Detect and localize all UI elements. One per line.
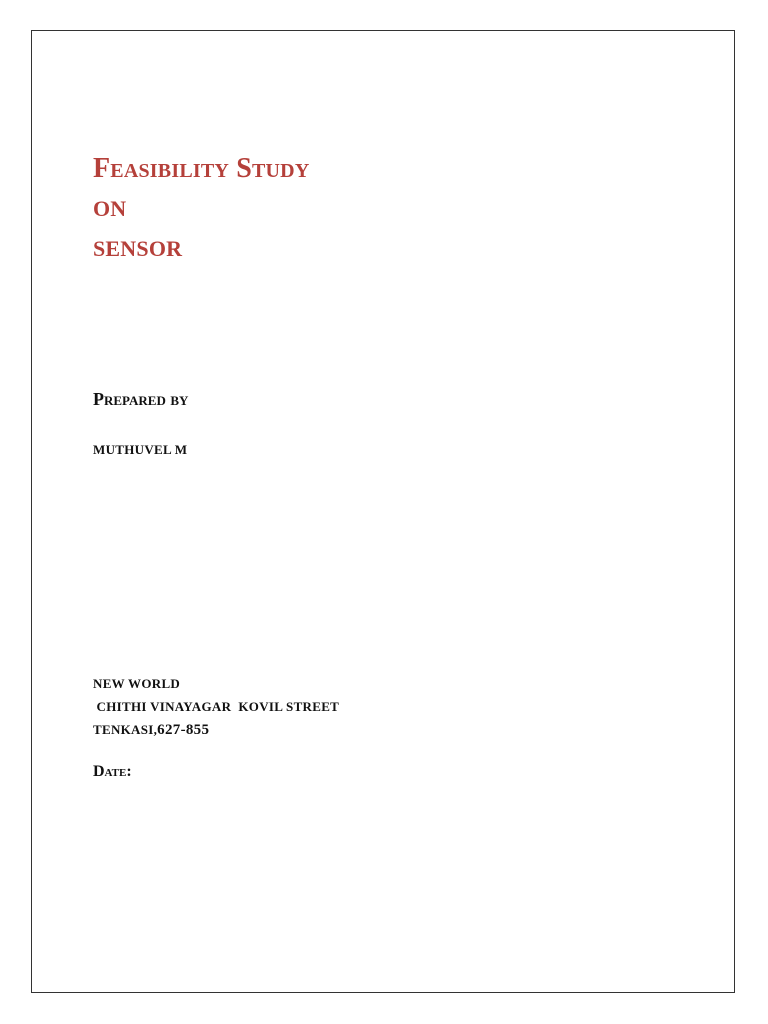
address-pin: 627-855 (157, 722, 210, 738)
title-connector: ON (93, 196, 127, 221)
address-line-3 (93, 718, 339, 742)
address-line-2: CHITHI VINAYAGAR KOVIL STREET (93, 699, 340, 714)
author-name: MUTHUVEL M (93, 442, 188, 457)
address-city: TENKASI, (93, 722, 158, 737)
document-title: Feasibility Study (93, 153, 310, 184)
prepared-by-label: Prepared by (93, 389, 189, 409)
date-label: Date: (93, 763, 132, 780)
address-line-1: NEW WORLD (93, 676, 181, 691)
title-subject: SENSOR (93, 236, 183, 261)
document-page (31, 30, 735, 993)
address-block (93, 672, 339, 742)
title-block (93, 149, 309, 269)
